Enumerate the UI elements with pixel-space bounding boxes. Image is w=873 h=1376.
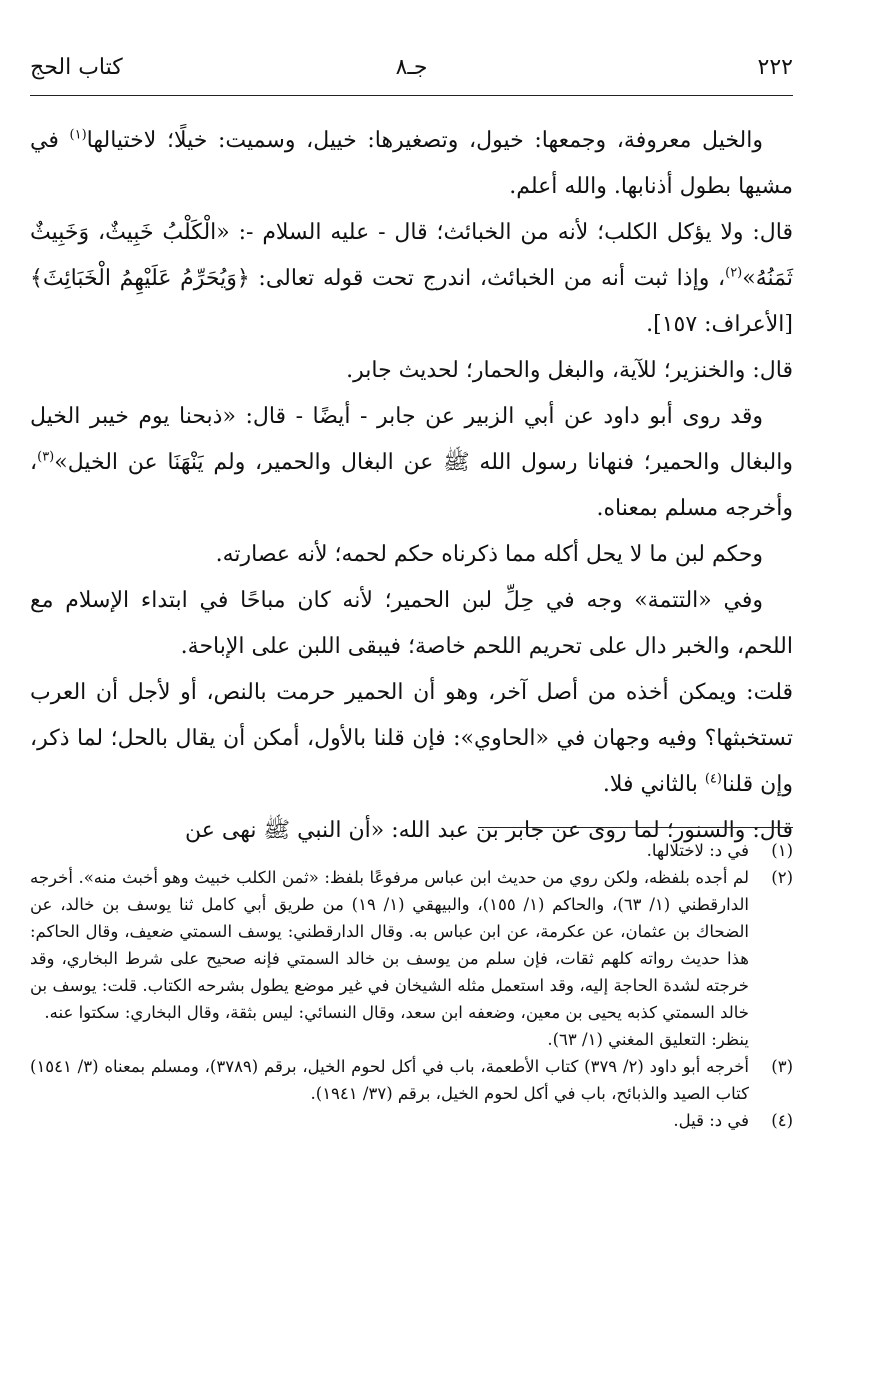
footnote <box>30 1107 793 1134</box>
footnote-number: (١) <box>771 841 793 860</box>
text-span: ، وإذا ثبت أنه من الخبائث، اندرج تحت قوله تعالى: ﴿وَيُحَرِّمُ عَلَيْهِمُ الْخَبَائِثَ﴾ [الأعراف: ١٥٧]. <box>30 266 793 337</box>
text-span: ، وأخرجه مسلم بمعناه. <box>30 450 793 521</box>
page-number: ٢٢٢ <box>757 55 793 80</box>
footnote-ref: (٤) <box>704 771 722 787</box>
footnote-text: لم أجده بلفظه، ولكن روي من حديث ابن عباس مرفوعًا بلفظ: «ثمن الكلب خبيث وهو أخبث منه». أخرجه الدارقطني (١/ ٦٣)، والحاكم (١/ ١٥٥)، والبيهقي (١/ ١٩) من طريق أبي كامل ثنا يوسف بن خالد، عن الضحاك بن عثمان، عن عكرمة، عن ابن عباس به. وقال الدارقطني: يوسف السمتي ضعيف، وقال الحاكم: هذا حديث رواته كلهم ثقات، فإن سلم من يوسف بن خالد السمتي فإنه صحيح على شرط البخاري، وقد خرجته لشدة الحاجة إليه، وقد استعمل مثله الشيخان في غير موضع يطول بشرحه الكتاب. قلت: يوسف بن خالد السمتي كذبه يحيى بن معين، وضعفه ابن سعد، وقال النسائي: ليس بثقة، وقال البخاري: سكتوا عنه. <box>30 868 749 1022</box>
paragraph <box>30 394 793 532</box>
footnote-ref: (٢) <box>725 265 743 281</box>
text-span: قال: ولا يؤكل الكلب؛ لأنه من الخبائث؛ قال - عليه السلام -: «الْكَلْبُ خَبِيثٌ، وَخَبِيثٌ ثَمَنُهُ» <box>30 220 793 291</box>
footnote-text: أخرجه أبو داود (٢/ ٣٧٩) كتاب الأطعمة، باب في أكل لحوم الخيل، برقم (٣٧٨٩)، ومسلم بمعناه (٣/ ١٥٤١) كتاب الصيد والذبائح، باب في أكل لحوم الخيل، برقم (٣٧/ ١٩٤١). <box>30 1057 750 1103</box>
paragraph <box>30 118 793 210</box>
paragraph: وفي «التتمة» وجه في حِلِّ لبن الحمير؛ لأنه كان مباحًا في ابتداء الإسلام مع اللحم، والخبر دال على تحريم اللحم خاصة؛ فيبقى اللبن على الإباحة. <box>30 588 793 659</box>
footnotes <box>30 837 793 1134</box>
volume-label: جـ٨ <box>395 55 428 80</box>
text-span: والخيل معروفة، وجمعها: خيول، وتصغيرها: خييل، وسميت: خيلًا؛ لاختيالها <box>86 128 763 153</box>
text-span: وقد روى أبو داود عن أبي الزبير عن جابر - أيضًا - قال: «ذبحنا يوم خيبر الخيل والبغال والحمير؛ فنهانا رسول الله ﷺ عن البغال والحمير، ولم يَنْهَنَا عن الخيل» <box>30 404 793 475</box>
footnote-text: ينظر: التعليق المغني (١/ ٦٣). <box>547 1030 749 1049</box>
paragraph: قال: والخنزير؛ للآية، والبغل والحمار؛ لحديث جابر. <box>346 358 793 383</box>
footnote-number: (٤) <box>771 1111 793 1130</box>
footnote <box>30 837 793 864</box>
footnote-ref: (١) <box>69 127 87 143</box>
footnote <box>30 864 793 1053</box>
footnote-rule <box>478 827 793 828</box>
text-span: بالثاني فلا. <box>602 772 705 797</box>
footnote-ref: (٣) <box>37 449 55 465</box>
footnote <box>30 1053 793 1107</box>
running-header <box>30 55 793 91</box>
paragraph: قال: والسنور؛ لما روى عن جابر بن عبد الله: «أن النبي ﷺ نهى عن <box>185 818 793 843</box>
text-span: قلت: ويمكن أخذه من أصل آخر، وهو أن الحمير حرمت بالنص، أو لأجل أن العرب تستخبثها؟ وفيه وجهان في «الحاوي»: فإن قلنا بالأول، أمكن أن يقال بالحل؛ لما ذكر، وإن قلنا <box>30 680 793 797</box>
paragraph <box>30 670 793 808</box>
book-title: كتاب الحج <box>30 55 123 80</box>
text-span: في مشيها بطول أذنابها. والله أعلم. <box>30 128 793 199</box>
footnote-number: (٣) <box>771 1057 793 1076</box>
header-rule <box>30 95 793 96</box>
footnote-text: في د: لاختلالها. <box>646 841 749 860</box>
paragraph: وحكم لبن ما لا يحل أكله مما ذكرناه حكم لحمه؛ لأنه عصارته. <box>215 542 763 567</box>
footnote-text: في د: قيل. <box>673 1111 749 1130</box>
paragraph <box>30 210 793 348</box>
footnote-number: (٢) <box>771 868 793 887</box>
main-text <box>30 118 793 854</box>
